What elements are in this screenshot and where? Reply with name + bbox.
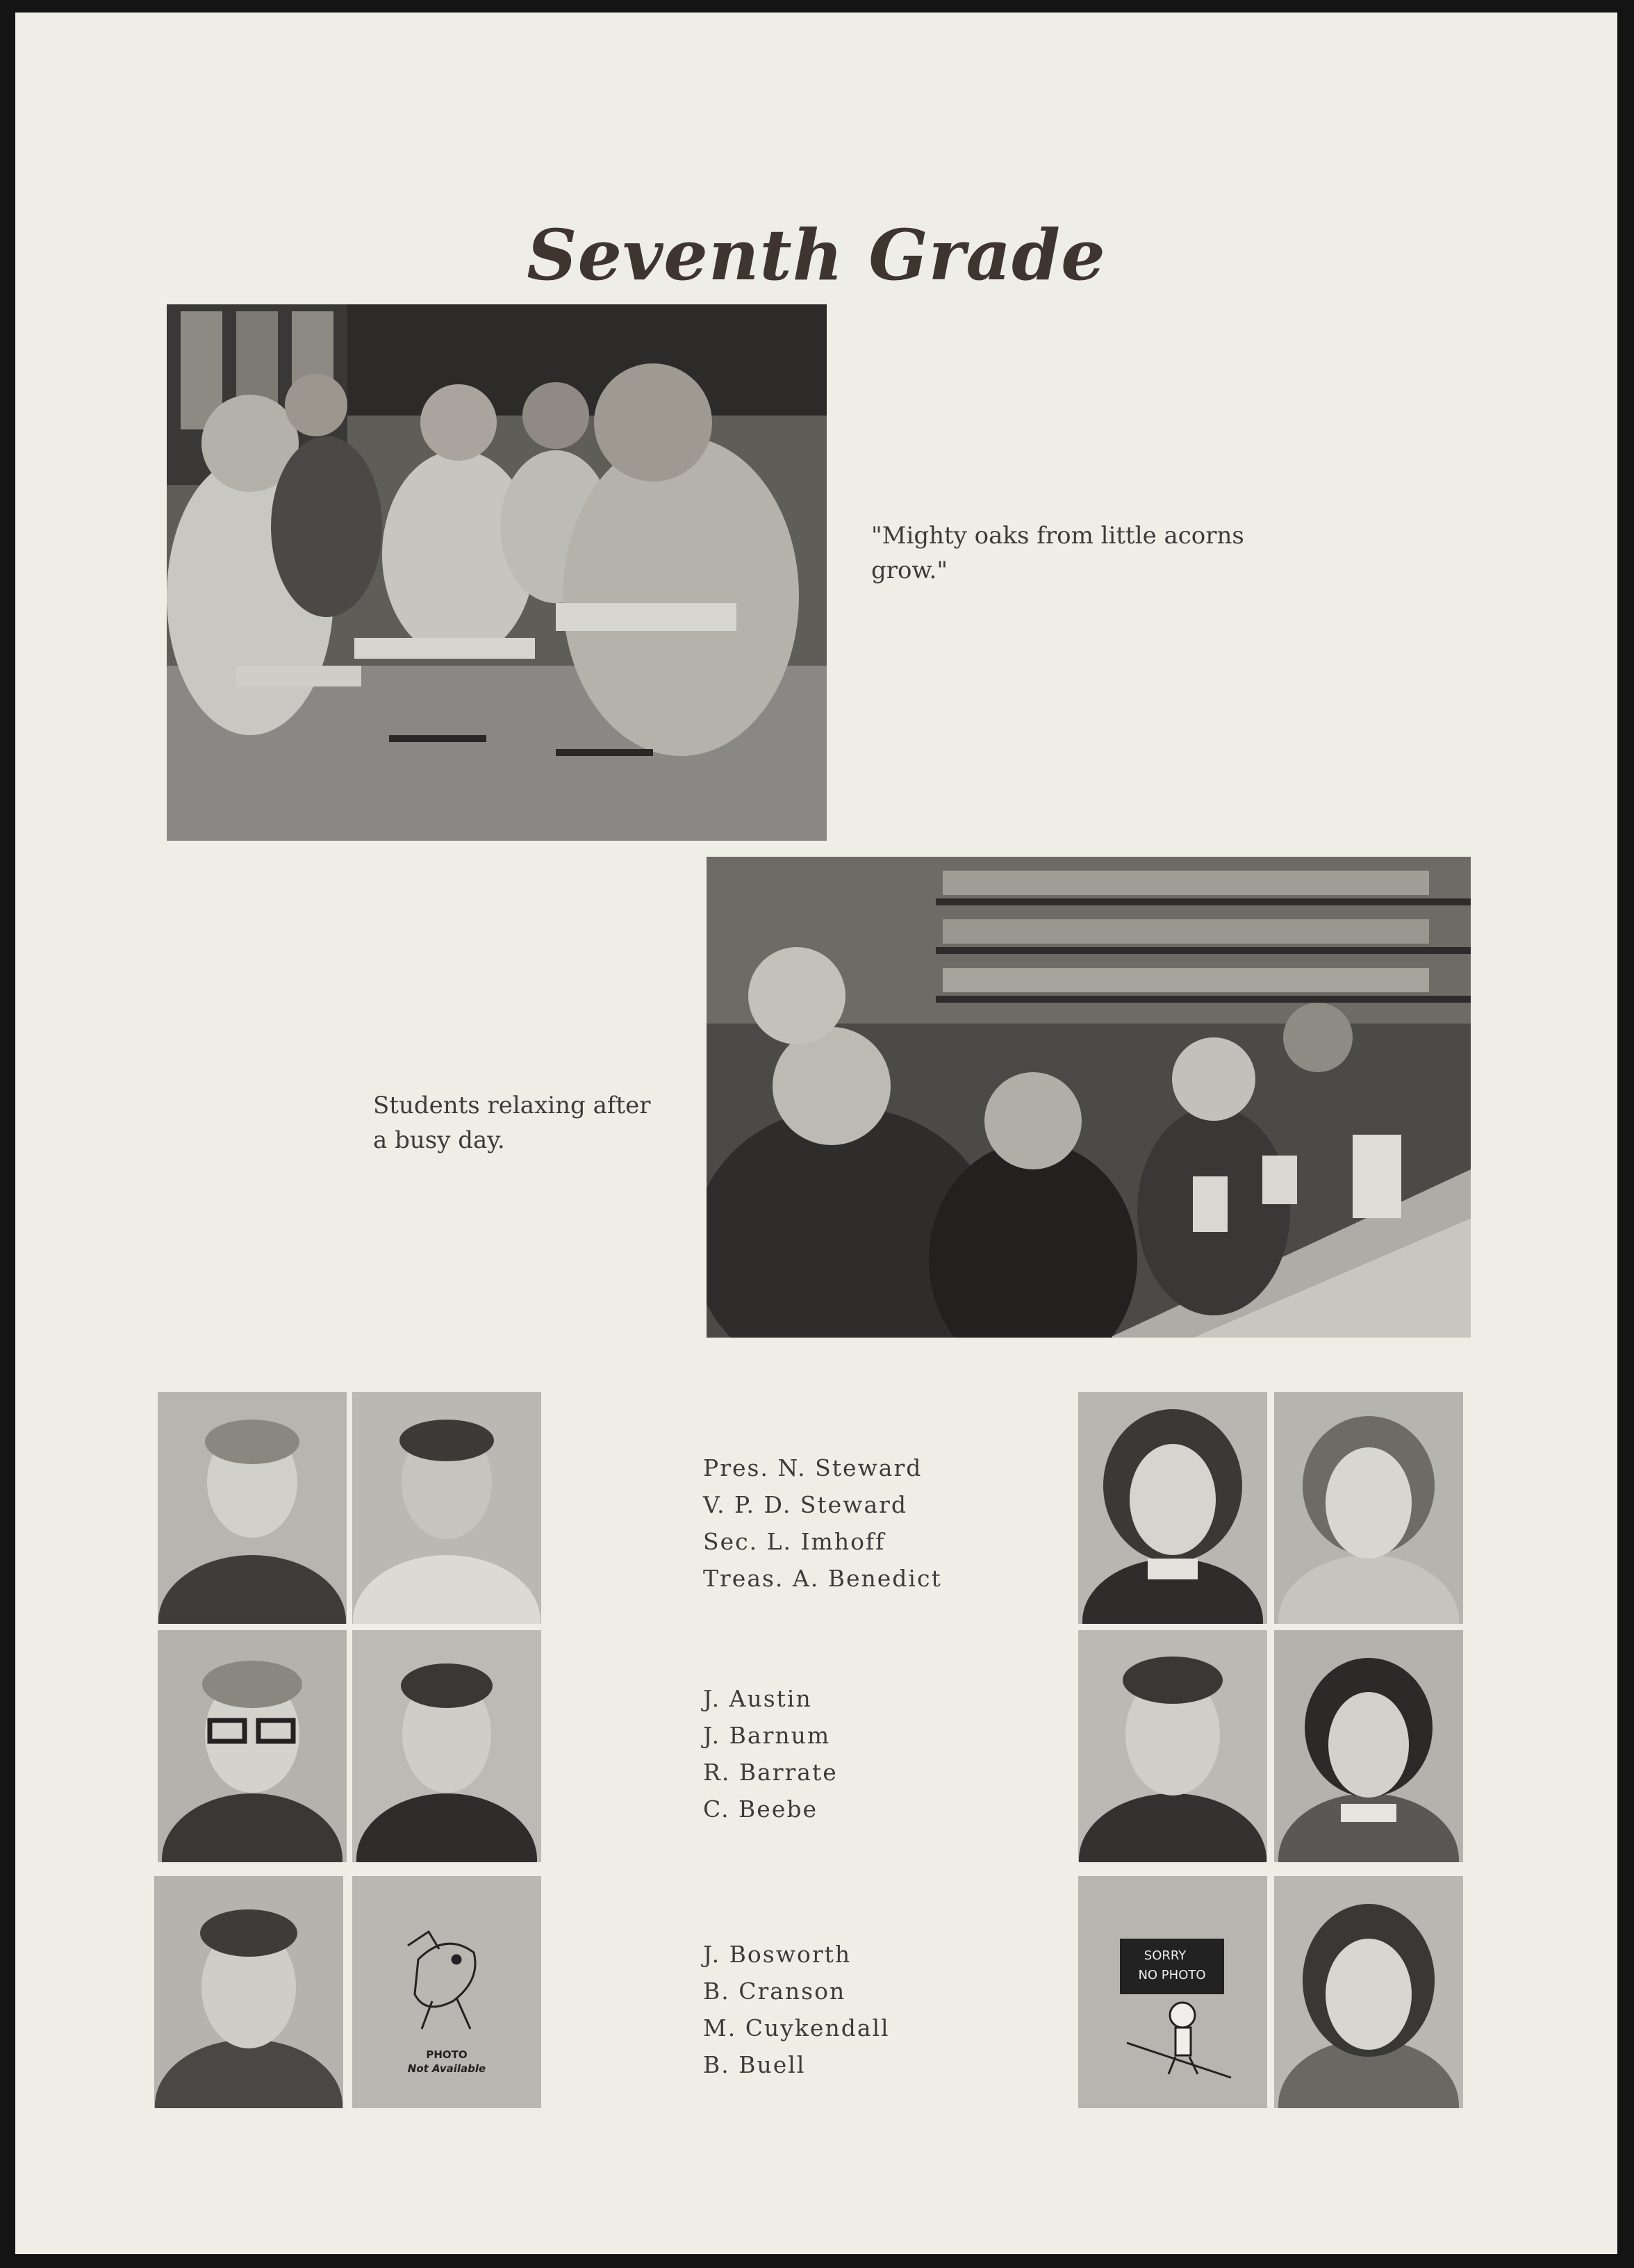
soda-caption-line-1: Students relaxing after bbox=[373, 1092, 651, 1119]
student-name: J. Bosworth bbox=[703, 1941, 852, 1968]
officer-vice-president: V. P. D. Steward bbox=[703, 1491, 908, 1518]
student-name: M. Cuykendall bbox=[703, 2014, 890, 2041]
photo-na-line-1: PHOTO bbox=[426, 2048, 468, 2061]
portrait-boy bbox=[352, 1392, 541, 1624]
portrait-girl bbox=[1274, 1392, 1463, 1624]
classroom-caption-line-1: "Mighty oaks from little acorns bbox=[871, 522, 1244, 550]
portrait-girl bbox=[1274, 1630, 1463, 1862]
officer-treasurer: Treas. A. Benedict bbox=[703, 1565, 942, 1592]
photo-not-available-placeholder bbox=[352, 1876, 541, 2108]
soda-fountain-caption bbox=[373, 1088, 693, 1158]
officer-president: Pres. N. Steward bbox=[703, 1454, 923, 1481]
chalkboard-icon bbox=[1120, 1939, 1224, 1994]
student-name: J. Austin bbox=[703, 1685, 812, 1712]
portrait-boy bbox=[1078, 1630, 1267, 1862]
student-list-3 bbox=[703, 1936, 890, 2083]
portrait-boy bbox=[154, 1876, 343, 2108]
page-title: Seventh Grade bbox=[527, 214, 1106, 296]
sorry-no-photo-placeholder bbox=[1078, 1876, 1267, 2108]
student-list-2 bbox=[703, 1680, 838, 1827]
student-name: B. Buell bbox=[703, 2051, 806, 2078]
yearbook-page bbox=[15, 13, 1617, 2254]
soda-caption-line-2: a busy day. bbox=[373, 1126, 505, 1154]
student-name: R. Barrate bbox=[703, 1759, 838, 1786]
photo-na-line-2: Not Available bbox=[407, 2062, 486, 2075]
student-name: B. Cranson bbox=[703, 1978, 846, 2005]
student-name: J. Barnum bbox=[703, 1722, 831, 1749]
classroom-photo bbox=[167, 304, 827, 841]
portrait-boy bbox=[352, 1630, 541, 1862]
portrait-boy bbox=[158, 1392, 347, 1624]
classroom-caption-line-2: grow." bbox=[871, 557, 948, 584]
portrait-girl bbox=[1274, 1876, 1463, 2108]
classroom-caption bbox=[871, 518, 1288, 588]
officers-list bbox=[703, 1449, 942, 1597]
soda-fountain-photo bbox=[707, 857, 1471, 1338]
officer-secretary: Sec. L. Imhoff bbox=[703, 1528, 886, 1555]
portrait-boy-glasses bbox=[158, 1630, 347, 1862]
student-name: C. Beebe bbox=[703, 1796, 818, 1823]
sorry-line-2: NO PHOTO bbox=[1138, 1968, 1206, 1982]
portrait-girl bbox=[1078, 1392, 1267, 1624]
sorry-line-1: SORRY bbox=[1144, 1948, 1187, 1963]
